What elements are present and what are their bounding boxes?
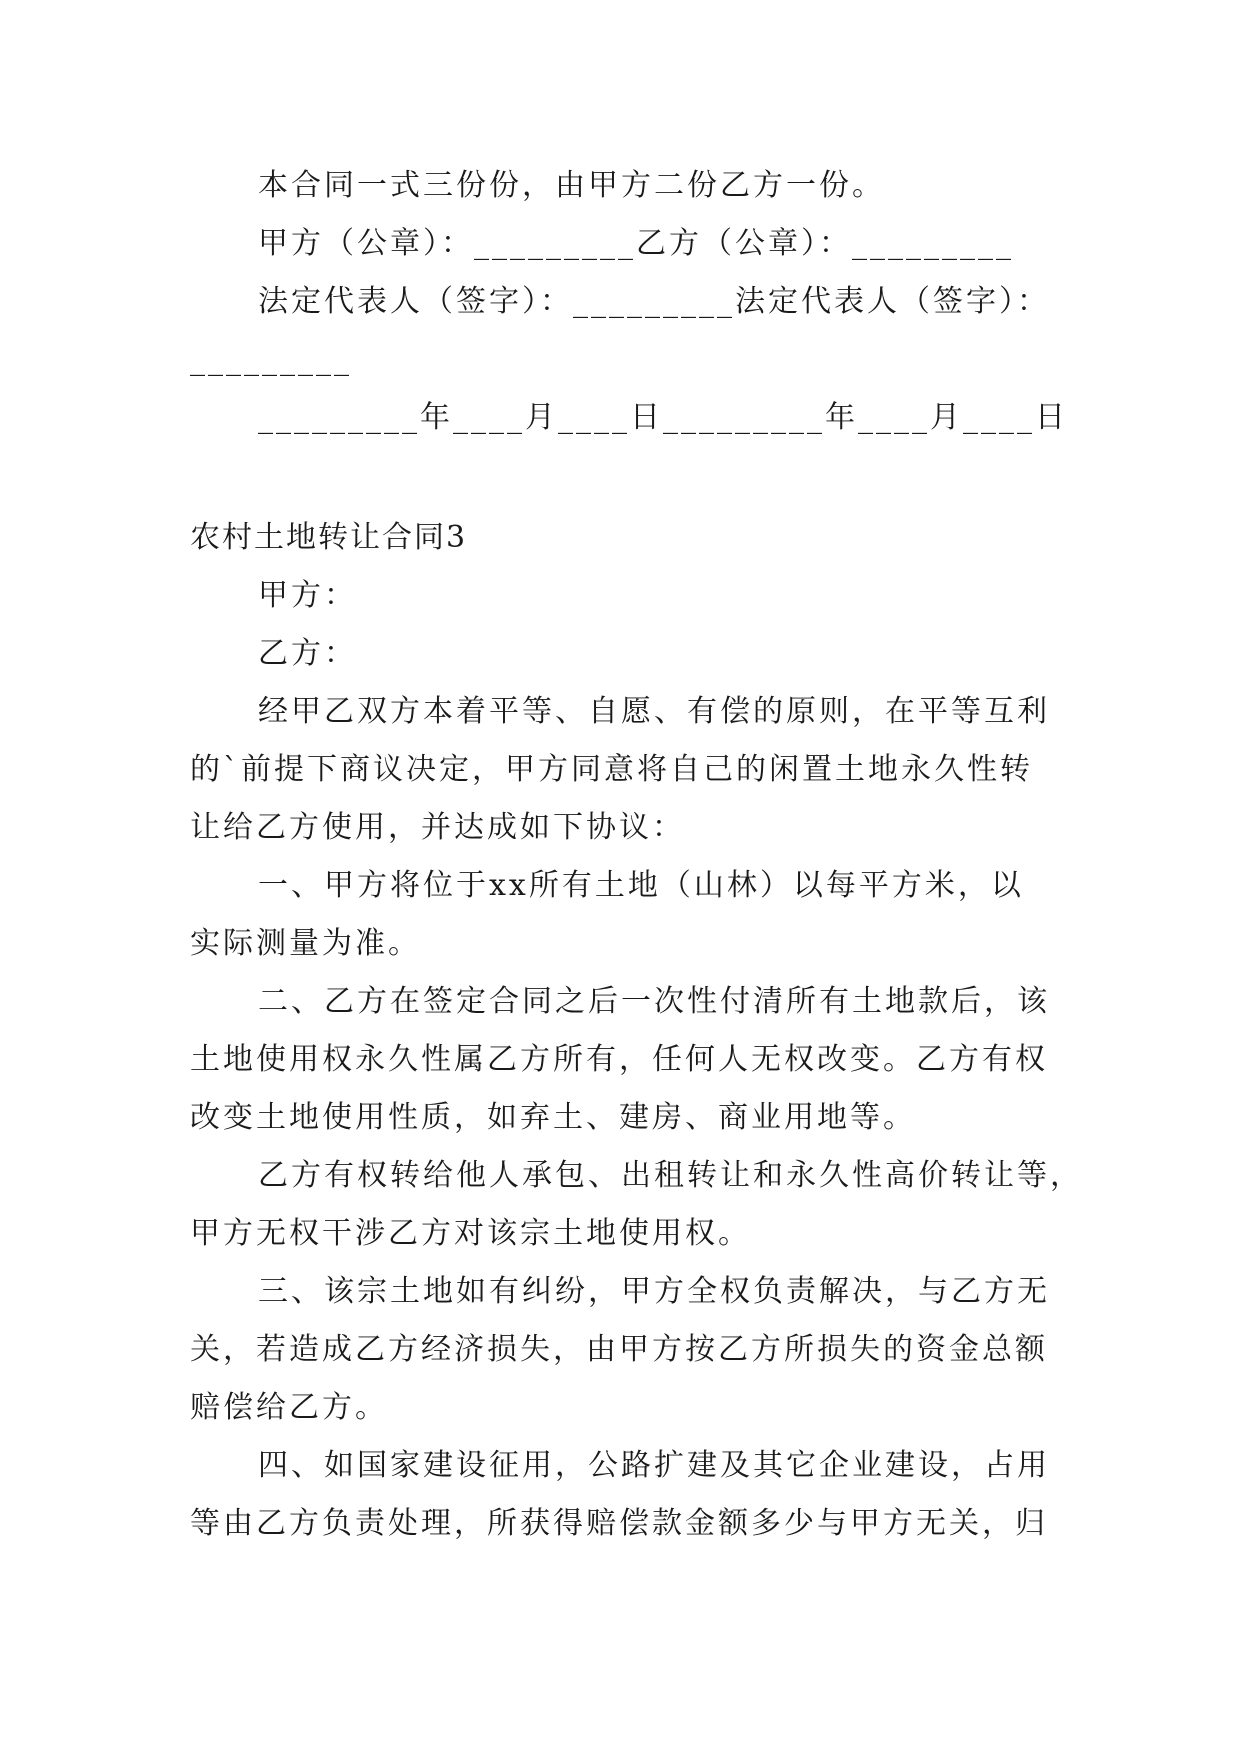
paragraph-line: 让给乙方使用，并达成如下协议： [190,810,685,845]
paragraph-line: 经甲乙双方本着平等、自愿、有偿的原则，在平等互利 [258,694,1050,729]
clause-4-line: 四、如国家建设征用，公路扩建及其它企业建设，占用 [258,1448,1050,1483]
paragraph-line: 乙方有权转给他人承包、出租转让和永久性高价转让等， [258,1158,1083,1193]
contract-title: 农村土地转让合同3 [190,520,468,555]
party-seal-line: 甲方（公章）：_________乙方（公章）：_________ [258,226,1014,261]
clause-3-line: 赔偿给乙方。 [190,1390,388,1425]
date-line: _________年____月____日_________年____月____日 [258,400,1068,435]
clause-2-line: 二、乙方在签定合同之后一次性付清所有土地款后，该 [258,984,1050,1019]
clause-1-line: 实际测量为准。 [190,926,421,961]
clause-2-line: 土地使用权永久性属乙方所有，任何人无权改变。乙方有权 [190,1042,1048,1077]
paragraph-line: 甲方无权干涉乙方对该宗土地使用权。 [190,1216,751,1251]
clause-1-line: 一、甲方将位于xx所有土地（山林）以每平方米，以 [258,868,1024,903]
clause-3-line: 三、该宗土地如有纠纷，甲方全权负责解决，与乙方无 [258,1274,1050,1309]
party-a-label: 甲方： [258,578,357,613]
clause-2-line: 改变土地使用性质，如弃土、建房、商业用地等。 [190,1100,916,1135]
signature-blank-continued: _________ [190,342,352,377]
clause-4-line: 等由乙方负责处理，所获得赔偿款金额多少与甲方无关，归 [190,1506,1048,1541]
clause-3-line: 关，若造成乙方经济损失，由甲方按乙方所损失的资金总额 [190,1332,1048,1367]
party-b-label: 乙方： [258,636,357,671]
copies-clause: 本合同一式三份份，由甲方二份乙方一份。 [258,168,885,203]
legal-rep-signature-line: 法定代表人（签字）：_________法定代表人（签字）： [258,284,1050,319]
paragraph-line: 的`前提下商议决定，甲方同意将自己的闲置土地永久性转 [190,752,1033,787]
